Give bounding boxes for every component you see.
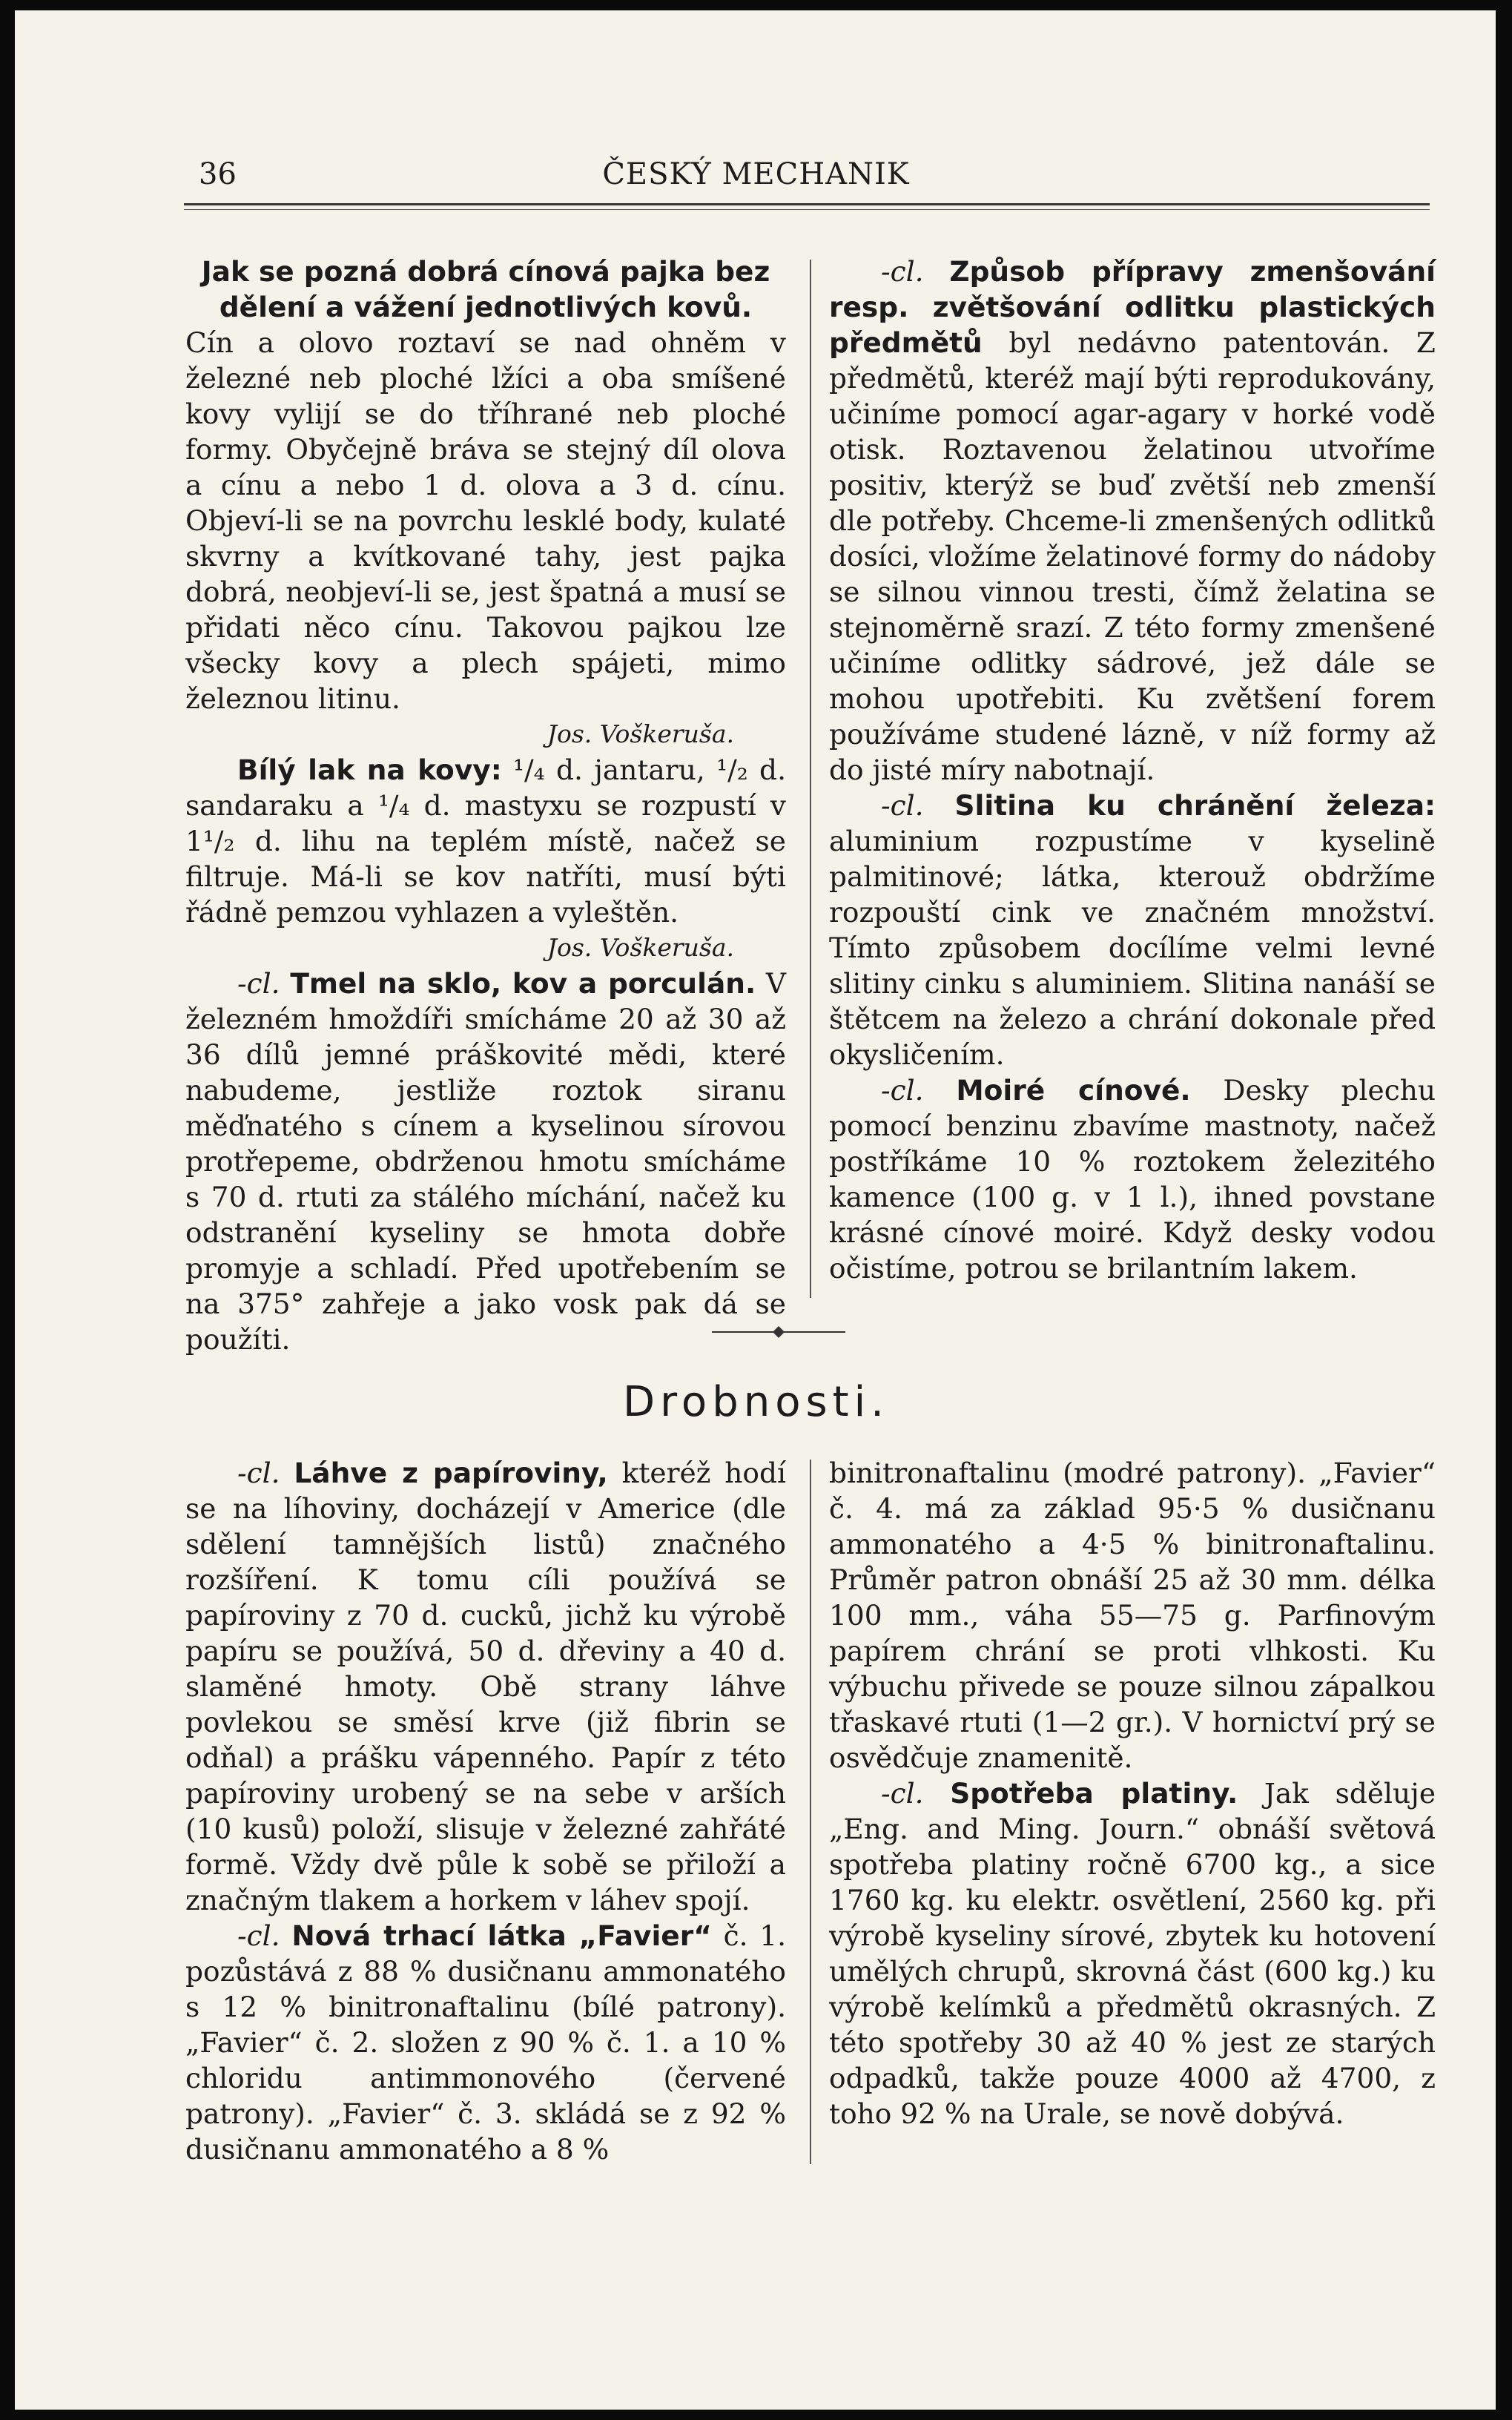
article-body-zmensovani: byl nedávno patentován. Z předmětů, kteréž mají býti reprodukovány, učiníme pomocí agar-agary v horké vodě otisk. Roztavenou želatinou utvoříme positiv, kterýž se buď zvětší neb zmenší dle potřeby. Chceme-li zmenšených odlitků dosíci, vložíme želatinové formy do nádoby se silnou vinnou tresti, čímž želatina se stejnoměrně srazí. Z této formy zmenšené učiníme odlitky sádrové, jež dále se mohou upotřebiti. Ku zvětšení forem používáme studené lázně, v níž formy až do jisté míry nabotnají. (829, 326, 1436, 786)
column-top-left (185, 254, 786, 1357)
article-author-zmensovani: -cl. (881, 255, 924, 288)
article-body-platina: Jak sděluje „Eng. and Ming. Journ.“ obnáší světová spotřeba platiny ročně 6700 kg., a sice 1760 kg. ku elektr. osvětlení, 2560 kg. při výrobě kyseliny sírové, zbytek ku hotovení umělých chrupů, skrovná část (600 kg.) ku výrobě kelímků a předmětů okrasných. Z této spotřeby 30 až 40 % jest ze starých odpadků, takže pouze 4000 až 4700, z toho 92 % na Urale, se nově dobývá. (829, 1777, 1436, 2130)
article-lak (185, 752, 786, 930)
column-bottom-left (185, 1455, 786, 2167)
column-divider-bottom (810, 1460, 811, 2164)
article-author-slitina: -cl. (881, 789, 924, 822)
article-signature-pajka: Jos. Voškeruša. (547, 719, 734, 748)
article-title-tmel: Tmel na sklo, kov a porculán. (290, 967, 756, 1000)
article-title-slitina: Slitina ku chránění železa: (954, 789, 1436, 822)
article-body-tmel: V železném hmoždíři smícháme 20 až 30 až 36 dílů jemné práškovité mědi, které nabudeme, jestliže roztok siranu měďnatého s cínem a kyselinou sírovou protřepeme, obdrženou hmotu smícháme s 70 d. rtuti za stálého míchání, načež ku odstranění kyseliny se hmota dobře promyje a schladí. Před upotřebením se na 375° zahřeje a jako vosk pak dá se použíti. (185, 967, 787, 1356)
article-body-favier-continued: binitronaftalinu (modré patrony). „Favier“ č. 4. má za základ 95·5 % dusičnanu ammonatého a 4·5 % binitronaftalinu. Průměr patron obnáší 25 až 30 mm. délka 100 mm., váha 55—75 g. Parfinovým papírem chrání se proti vlhkosti. Ku výbuchu přivede se pouze silnou zápalkou třaskavé rtuti (1—2 gr.). V hornictví prý se osvědčuje znamenitě. (829, 1457, 1436, 1774)
article-title-lak: Bílý lak na kovy: (237, 754, 502, 786)
article-favier (185, 1918, 786, 2167)
article-title-zmensovani: Způsob přípravy zmenšování resp. zvětšování odlitku plastických předmětů (829, 255, 1436, 359)
running-header: ČESKÝ MECHANIK (602, 157, 910, 191)
scan-border-top (0, 0, 1512, 10)
scan-border-left (0, 0, 15, 2420)
article-moire (829, 1072, 1436, 1286)
article-slitina (829, 788, 1436, 1072)
scan-border-right (1496, 0, 1512, 2420)
article-body-lak: ¹/₄ d. jantaru, ¹/₂ d. sandaraku a ¹/₄ d. mastyxu se rozpustí v 1¹/₂ d. lihu na teplém místě, načež se filtruje. Má-li se kov natříti, musí býti řádně pemzou vyhlazen a vyleštěn. (185, 754, 786, 929)
column-divider-top (810, 260, 811, 1298)
page-number: 36 (199, 157, 237, 191)
section-ornament (704, 1325, 853, 1339)
article-body-moire: Desky plechu pomocí benzinu zbavíme mastnoty, načež postříkáme 10 % roztokem železitého kamence (100 g. v 1 l.), ihned povstane krásné cínové moiré. Když desky vodou očistíme, potrou se brilantním lakem. (829, 1074, 1436, 1285)
article-title-lahve: Láhve z papíroviny, (294, 1457, 608, 1489)
scan-border-bottom (0, 2410, 1512, 2420)
article-platina (829, 1776, 1436, 2131)
section-title: Drobnosti. (623, 1378, 889, 1426)
article-author-moire: -cl. (881, 1074, 924, 1107)
article-body-pajka: Cín a olovo roztaví se nad ohněm v železné neb ploché lžíci a oba smíšené kovy vylijí se do tříhrané neb ploché formy. Obyčejně bráva se stejný díl olova a cínu a nebo 1 d. olova a 3 d. cínu. Objeví-li se na povrchu lesklé body, kulaté skvrny a kvítkované tahy, jest pajka dobrá, neobjeví-li se, jest špatná a musí se přidati něco cínu. Takovou pajkou lze všecky kovy a plech spájeti, mimo železnou litinu. (185, 326, 786, 715)
column-bottom-right (829, 1455, 1436, 2131)
article-tmel (185, 966, 786, 1357)
article-title-moire: Moiré cínové. (956, 1074, 1191, 1107)
article-body-lahve: kteréž hodí se na líhoviny, docházejí v Americe (dle sdělení tamnějších listů) značného rozšíření. K tomu cíli používá se papíroviny z 70 d. cucků, jichž ku výrobě papíru se používá, 50 d. dřeviny a 40 d. slaměné hmoty. Obě strany láhve povlekou se směsí krve (již fibrin se odňal) a prášku vápenného. Papír z této papíroviny urobený se na sebe v arších (10 kusů) položí, slisuje v železné zahřáté formě. Vždy dvě půle k sobě se přiloží a značným tlakem a horkem v láhev spojí. (185, 1457, 786, 1916)
article-title-favier: Nová trhací látka „Favier“ (291, 1919, 712, 1952)
article-author-lahve: -cl. (237, 1457, 280, 1489)
column-top-right (829, 254, 1436, 1286)
article-title-platina: Spotřeba platiny. (950, 1777, 1238, 1810)
article-author-favier: -cl. (237, 1919, 280, 1952)
header-rule-thin (184, 209, 1430, 210)
article-signature-lak: Jos. Voškeruša. (547, 933, 734, 962)
article-body-slitina: aluminium rozpustíme v kyselině palmitinové; látka, kterouž obdržíme rozpouští cink ve značném množství. Tímto způsobem docílíme velmi levné slitiny cinku s aluminiem. Slitina nanáší se štětcem na železo a chrání dokonale před okysličením. (829, 825, 1436, 1071)
article-zmensovani (829, 254, 1436, 788)
article-lahve (185, 1455, 786, 1918)
article-body-favier: č. 1. pozůstává z 88 % dusičnanu ammonatého s 12 % binitronaftalinu (bílé patrony). „Favier“ č. 2. složen z 90 % č. 1. a 10 % chloridu antimmonového (červené patrony). „Favier“ č. 3. skládá se z 92 % dusičnanu ammonatého a 8 % (185, 1919, 787, 2166)
article-author-platina: -cl. (881, 1777, 924, 1810)
article-title-pajka: Jak se pozná dobrá cínová pajka bez dělení a vážení jednotlivých kovů. (201, 255, 770, 323)
header-rule (184, 203, 1430, 205)
article-author-tmel: -cl. (237, 967, 280, 1000)
